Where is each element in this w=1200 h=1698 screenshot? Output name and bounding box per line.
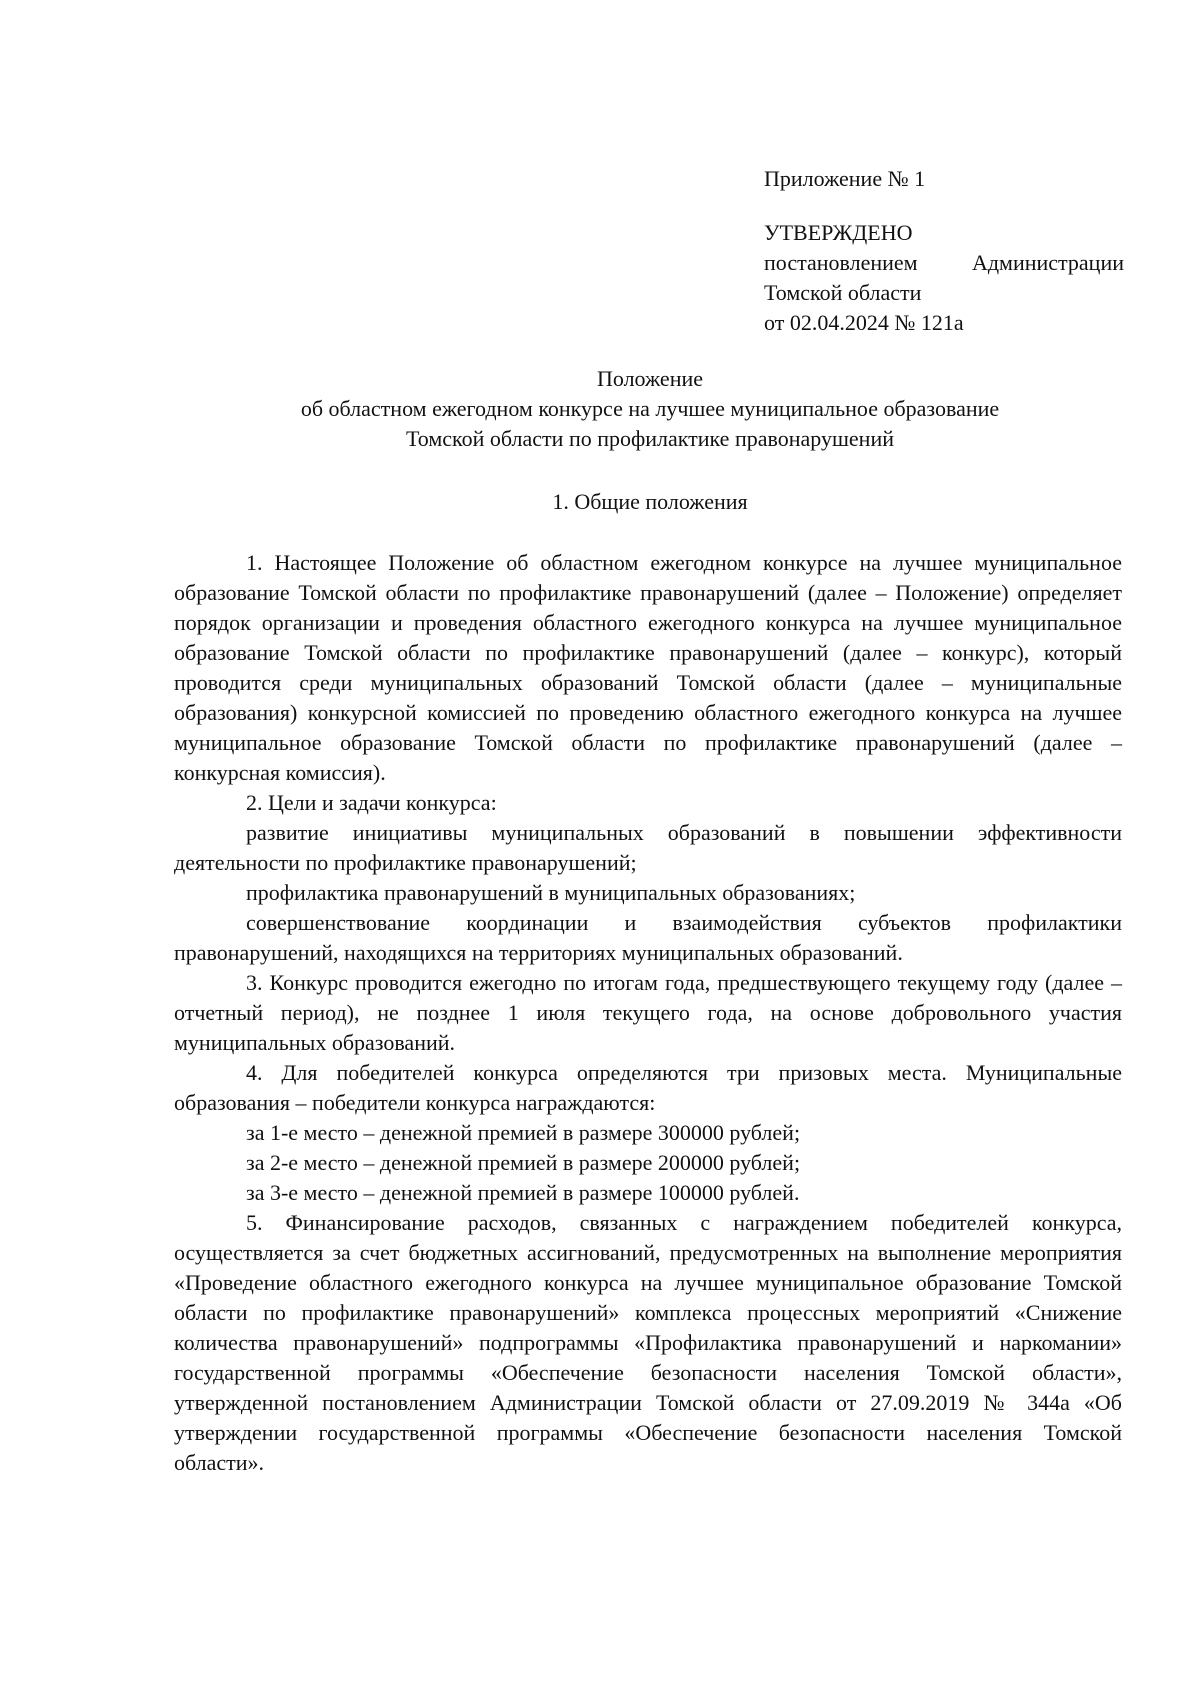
prize-item-3: за 3-е место – денежной премией в размере 100000 рублей. [246, 1180, 800, 1205]
title-line-2: об областном ежегодном конкурсе на лучшее муниципальное образование [300, 396, 1000, 421]
document-body [174, 548, 1122, 1478]
goals-item-3: совершенствование координации и взаимодействия субъектов профилактики правонарушений, находящихся на территориях муниципальных образований. [174, 910, 1122, 965]
paragraph-4: 4. Для победителей конкурса определяются три призовых места. Муниципальные образования – победители конкурса награждаются: [174, 1060, 1122, 1115]
prize-item-2: за 2-е место – денежной премией в размере 200000 рублей; [246, 1150, 801, 1175]
annex-label: Приложение № 1 [764, 166, 926, 191]
goals-item-2: профилактика правонарушений в муниципальных образованиях; [246, 880, 856, 905]
prize-item-1: за 1-е место – денежной премией в размере 300000 рублей; [246, 1120, 801, 1145]
paragraph-1: 1. Настоящее Положение об областном ежегодном конкурсе на лучшее муниципальное образование Томской области по профилактике правонарушений (далее – Положение) определяет порядок организации и проведения областного ежегодного конкурса на лучшее муниципальное образование Томской области по профилактике правонарушений (далее – конкурс), который проводится среди муниципальных образований Томской области (далее – муниципальные образования) конкурсной комиссией по проведению областного ежегодного конкурса на лучшее муниципальное образование Томской области по профилактике правонарушений (далее – конкурсная комиссия). [174, 550, 1122, 785]
paragraph-3: 3. Конкурс проводится ежегодно по итогам года, предшествующего текущему году (далее – отчетный период), не позднее 1 июля текущего года, на основе добровольного участия муниципальных образований. [174, 970, 1122, 1055]
approval-authority: Администрации [971, 250, 1124, 275]
approval-date-number: от 02.04.2024 № 121а [764, 310, 964, 335]
approval-region: Томской области [764, 280, 922, 305]
paragraph-5: 5. Финансирование расходов, связанных с награждением победителей конкурса, осуществляется за счет бюджетных ассигнований, предусмотренных на выполнение мероприятия «Проведение областного ежегодного конкурса на лучшее муниципальное образование Томской области по профилактике правонарушений» комплекса процессных мероприятий «Снижение количества правонарушений» подпрограммы «Профилактика правонарушений и наркомании» государственной программы «Обеспечение безопасности населения Томской области», утвержденной постановлением Администрации Томской области от 27.09.2019 № 344а «Об утверждении государственной программы «Обеспечение безопасности населения Томской области». [174, 1210, 1122, 1475]
approval-by-line [764, 248, 1124, 278]
approval-block [764, 164, 1124, 338]
document-title [150, 364, 1150, 454]
section-heading: 1. Общие положения [552, 489, 748, 514]
title-line-3: Томской области по профилактике правонарушений [406, 426, 894, 451]
goals-item-1: развитие инициативы муниципальных образований в повышении эффективности деятельности по профилактике правонарушений; [174, 820, 1122, 875]
paragraph-2: 2. Цели и задачи конкурса: [246, 790, 497, 815]
approval-by-word: постановлением [764, 250, 918, 275]
approved-stamp: УТВЕРЖДЕНО [764, 220, 913, 245]
title-line-1: Положение [596, 366, 703, 391]
